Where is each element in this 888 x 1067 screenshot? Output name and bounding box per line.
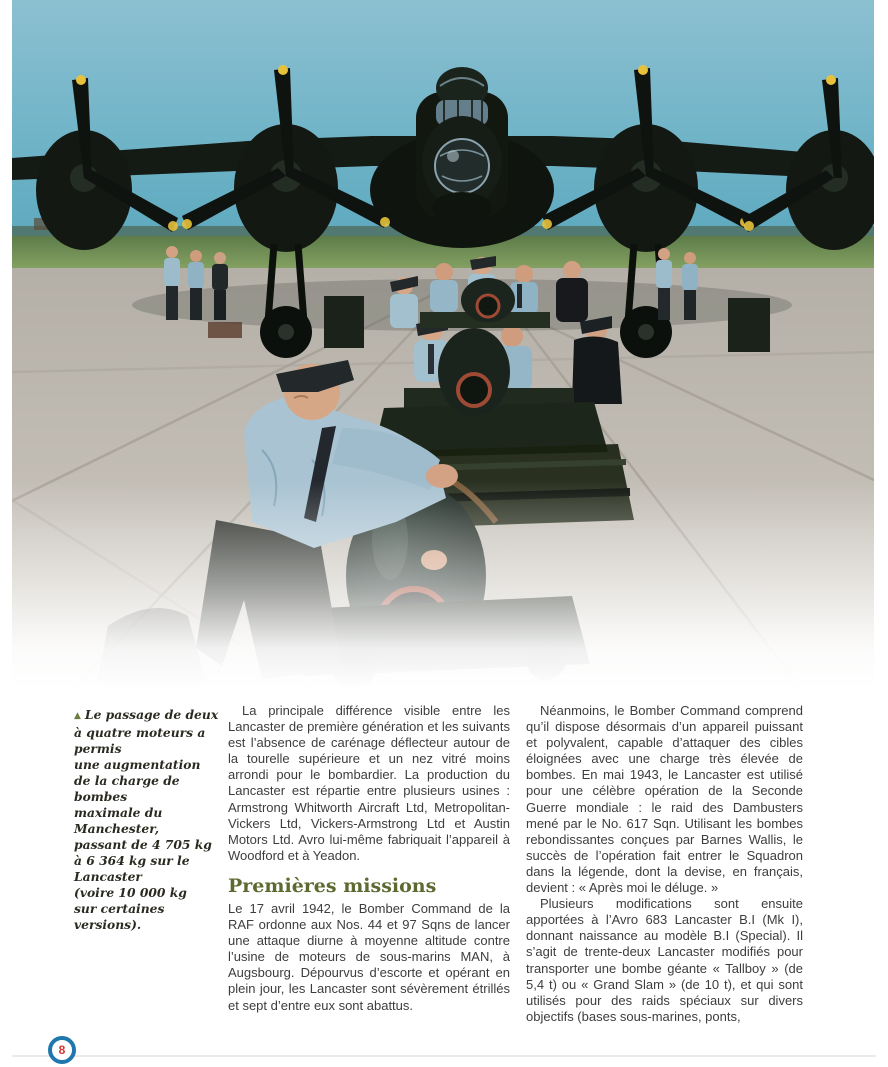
photo-bottom-fade [12,480,874,690]
caption-line: (voire 10 000 kg [74,885,187,900]
caption-line: maximale du Manchester, [74,805,163,836]
text-column-1 [228,703,510,1014]
photo-caption [74,707,226,933]
caption-line: une augmentation [74,757,201,772]
footer-rule [12,1055,876,1057]
body-paragraph: Plusieurs modifications sont ensuite apportées à l’Avro 683 Lancaster B.I (Mk I), donnant naissance au modèle B.I (Special). Il s’agit de trente-deux Lancaster modifiés pour transporter une bombe géante « Tallboy » (de 5,4 t) ou « Grand Slam » (de 10 t), et qui sont utilisés pour des raids spéciaux sur divers objectifs (bases sous-marines, ponts, [526,896,803,1024]
section-heading-premieres-missions: Premières missions [228,874,437,897]
prop-tip [278,65,288,75]
text-column-2 [526,703,803,1025]
caption-line: de la charge de bombes [74,773,180,804]
caption-line: sur certaines versions). [74,901,165,932]
body-paragraph: Le 17 avril 1942, le Bomber Command de la RAF ordonne aux Nos. 44 et 97 Sqns de lancer une attaque diurne à moyenne altitude contre l’usine de moteurs de sous-marins MAN, à Augsbourg. Dépourvus d’escorte et opérant en plein jour, les Lancaster sont sévèrement étrillés et sept d’entre eux sont abattus. [228,900,510,1013]
caption-line: ▲ Le passage de deux [74,707,219,722]
page-number-badge: 8 [48,1036,76,1064]
nose-dome [435,139,489,193]
ground-equipment [324,296,364,348]
caption-line: à 6 364 kg sur le Lancaster [74,853,190,884]
triangle-marker-icon: ▲ [74,711,81,721]
body-paragraph: La principale différence visible entre les Lancaster de première génération et les suivants est l’absence de carénage déflecteur autour de la tourelle supérieure et un nez vitré moins arrondi pour le bombardier. La production du Lancaster est répartie entre plusieurs usines : Armstrong Whitworth Aircraft Ltd, Metropolitan-Vickers Ltd, Vickers-Armstrong Ltd et Austin Motors Ltd. Avro lui-même fabriquait l’appareil à Woodford et à Yeadon. [228,703,510,863]
photo-lancaster-bomb-loading [12,0,874,690]
ground-crew-left [164,246,228,320]
body-paragraph: Néanmoins, le Bomber Command comprend qu’il dispose désormais d’un appareil puissant et polyvalent, capable d’attaquer des cibles éloignées avec une charge très élevée de bombes. En mai 1943, le Lancaster est utilisé pour une célèbre opération de la Seconde Guerre mondiale : le raid des Dambusters mené par le No. 617 Sqn. Utilisant les bombes rebondissantes conçues par Barnes Wallis, le succès de l’opération fait entrer le Squadron dans la légende, dont la devise, en français, devient : « Après moi le déluge. » [526,703,803,896]
caption-line: à quatre moteurs a permis [74,725,206,756]
caption-line: passant de 4 705 kg [74,837,212,852]
nose-chin [432,192,492,224]
